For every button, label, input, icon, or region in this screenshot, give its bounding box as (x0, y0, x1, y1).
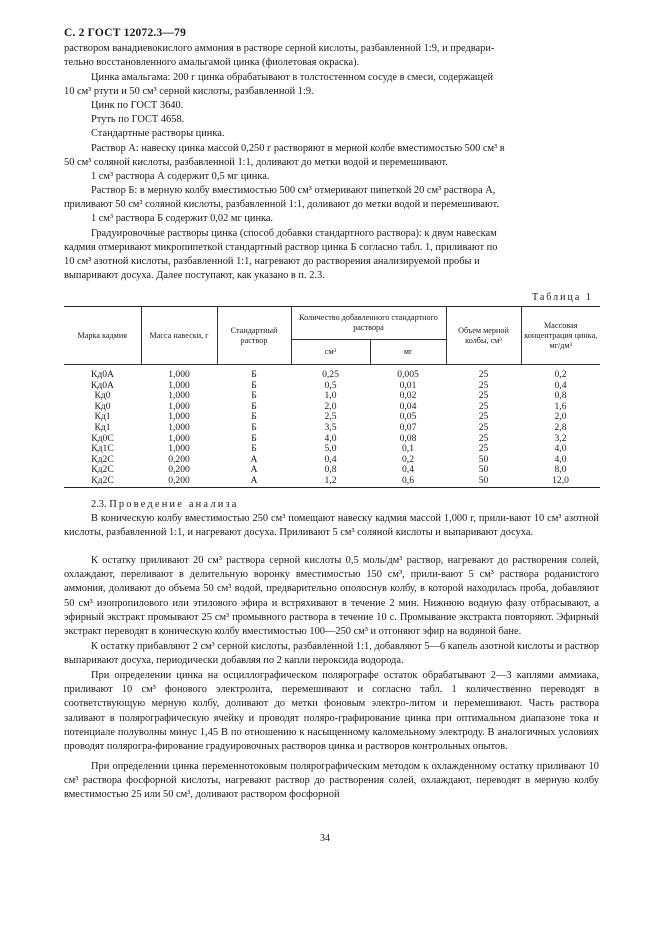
text-line: Раствор Б: в мерную колбу вместимостью 500 см³ отмеривают пипеткой 20 см³ раствора А, (91, 185, 496, 196)
cell-standard: А (250, 453, 258, 465)
section-title: Проведение анализа (109, 499, 239, 510)
cell-mg: 0,4 (402, 464, 414, 476)
header-grade: Марка кадмия (64, 307, 141, 365)
cell-mass: 1,000 (168, 443, 190, 455)
paragraph-text: К остатку прибавляют 2 см³ серной кислоты, разбавленной 1:1, добавляют 5—6 капель азотной кислоты и раствор выпаривают досуха, периодически добавляя по 2 капли пероксида водорода. (64, 641, 599, 667)
cell-grade: Кд2С (64, 476, 141, 487)
cell-volume: 25 (478, 379, 489, 391)
cell-volume: 25 (478, 443, 489, 455)
text-line: тельно восстановленного амальгамой цинка (фиолетовая окраска). (64, 57, 360, 68)
cell-cm3: 0,8 (324, 464, 337, 476)
text-line: раствором ванадиевокислого аммония в растворе серной кислоты, разбавленной 1:9, и предвари- (64, 43, 495, 54)
cell-concentration: 2,8 (554, 421, 567, 433)
cell-grade: Кд1С (91, 443, 114, 455)
cell-mass: 1,000 (168, 379, 190, 391)
cell-cm3: 5,0 (324, 443, 337, 455)
cell-grade: Кд1 (94, 411, 111, 423)
cell-grade: Кд0А (90, 379, 114, 391)
text-line: выпаривают досуха. Далее поступают, как указано в п. 2.3. (64, 270, 325, 281)
cell-concentration: 3,2 (554, 432, 567, 444)
table-row (64, 365, 600, 381)
text-line: 1 см³ раствора А содержит 0,5 мг цинка. (91, 171, 270, 182)
cell-cm3: 2,5 (324, 411, 337, 423)
text-line: 50 см³ соляной кислоты, разбавленной 1:1, доливают до метки водой и перемешивают. (64, 157, 448, 168)
cell-volume: 25 (478, 400, 489, 412)
cell-standard: Б (251, 390, 257, 402)
paragraph-text: К остатку приливают 20 см³ раствора серной кислоты 0,5 моль/дм³ раствор, нагревают до растворения солей, охлаждают, переливают в делительную воронку вместимостью 150 см³, прили-вают 5 см³ раствора роданистого аммония, доливают до объема 50 см³ водой, предварительно ополоснув колбу, в которой находилась проба, добавляют 50 см³ изопропилового или этилового эфира и встряхивают в течение 2 мин. Нижнюю водную фазу отбрасывают, а эфирный экстракт промывают 25 см³ промывного раствора в течение 10 с. Промывание экстракта повторяют. Эфирный экстракт переводят в коническую колбу вместимостью 100—250 см³ и отгоняют эфир на водяной бане. (64, 555, 599, 638)
header-added: Количество добавленного стандартного раствора (291, 307, 446, 340)
cell-volume: 25 (478, 432, 489, 444)
table-caption: Таблица 1 (532, 292, 593, 303)
cell-cm3: 0,25 (322, 369, 339, 380)
cell-cm3: 0,5 (324, 379, 337, 391)
cell-mass: 1,000 (168, 411, 190, 423)
cell-grade: Кд2С (91, 464, 114, 476)
section-number: 2.3. (91, 499, 107, 510)
cell-mass: 1,000 (168, 390, 190, 402)
cell-grade: Кд2С (91, 453, 114, 465)
text-line: 1 см³ раствора Б содержит 0,02 мг цинка. (91, 213, 274, 224)
cell-grade: Кд0 (94, 400, 111, 412)
cell-mg: 0,2 (402, 453, 414, 465)
paragraph (64, 640, 599, 668)
cell-mg: 0,6 (370, 476, 446, 487)
cell-grade: Кд1 (94, 421, 111, 433)
cell-mg: 0,01 (399, 379, 417, 391)
cell-concentration: 4,0 (554, 453, 567, 465)
cell-mass: 1,000 (168, 369, 190, 380)
cell-volume: 25 (478, 411, 489, 423)
text-line: Градуировочные растворы цинка (способ добавки стандартного раствора): к двум навескам (91, 228, 497, 239)
cell-mg: 0,005 (397, 369, 419, 380)
cell-mass: 0,200 (141, 476, 217, 487)
cell-mg: 0,05 (399, 411, 417, 423)
cell-mg: 0,07 (399, 421, 417, 433)
cell-cm3: 4,0 (324, 432, 337, 444)
text-line: Стандартные растворы цинка. (91, 128, 225, 139)
cell-concentration: 0,8 (554, 390, 567, 402)
cell-mass: 0,200 (168, 464, 190, 476)
paragraph (64, 760, 599, 803)
text-line: Раствор А: навеску цинка массой 0,250 г растворяют в мерной колбе вместимостью 500 см³ в (91, 143, 505, 154)
header-volume: Объем мерной колбы, см³ (446, 307, 521, 365)
data-table (64, 306, 600, 488)
text-line: кадмия отмеривают микропипеткой стандартный раствор цинка Б согласно табл. 1, приливают по (64, 242, 498, 253)
cell-cm3: 2,0 (324, 400, 337, 412)
cell-volume: 25 (478, 369, 489, 380)
cell-standard: А (217, 476, 291, 487)
cell-standard: Б (251, 379, 257, 391)
cell-volume: 50 (478, 464, 489, 476)
table-row (64, 476, 600, 487)
cell-concentration: 8,0 (554, 464, 567, 476)
cell-volume: 25 (478, 421, 489, 433)
cell-mg: 0,1 (402, 443, 414, 455)
paragraph-text: В коническую колбу вместимостью 250 см³ помещают навеску кадмия массой 1,000 г, прили-вают 10 см³ азотной кислоты, разбавленной 1:1, и нагревают досуха. Приливают 5 см³ соляной кислоты и выпаривают досуха. (64, 513, 599, 539)
cell-volume: 25 (478, 390, 489, 402)
page-header: С. 2 ГОСТ 12072.3—79 (64, 27, 187, 39)
cell-standard: Б (251, 411, 257, 423)
cell-concentration: 12,0 (521, 476, 600, 487)
cell-standard: Б (251, 369, 257, 380)
text-line: 10 см³ ртути и 50 см³ серной кислоты, разбавленной 1:9. (64, 86, 314, 97)
cell-grade: Кд0А (90, 369, 114, 380)
cell-grade: Кд0С (91, 432, 114, 444)
paragraph (64, 512, 599, 540)
section-heading (91, 498, 239, 512)
cell-mg: 0,02 (399, 390, 417, 402)
header-mass: Масса навески, г (141, 307, 217, 365)
cell-concentration: 4,0 (554, 443, 567, 455)
cell-volume: 50 (446, 476, 521, 487)
header-standard: Стандартный раствор (217, 307, 291, 365)
paragraph-text: При определении цинка переменнотоковым полярографическим методом к охлажденному остатку приливают 10 см³ раствора фосфорной кислоты, нагревают раствор до растворения солей, охлаждают, переводят в мерную колбу вместимостью 25 или 50 см³, доливают раствором фосфорной (64, 761, 599, 801)
cell-mass: 0,200 (168, 453, 190, 465)
cell-grade: Кд0 (94, 390, 111, 402)
cell-mass: 1,000 (168, 432, 190, 444)
cell-concentration: 2,0 (554, 411, 567, 423)
paragraph (64, 554, 599, 639)
cell-standard: Б (251, 432, 257, 444)
cell-cm3: 0,4 (324, 453, 337, 465)
cell-cm3: 1,0 (324, 390, 337, 402)
cell-standard: А (250, 464, 258, 476)
text-line: Ртуть по ГОСТ 4658. (91, 114, 185, 125)
text-line: приливают 50 см³ соляной кислоты, разбавленной 1:1, доливают до метки водой и перемешивают. (64, 199, 500, 210)
page-number: 34 (320, 833, 330, 844)
cell-volume: 50 (478, 453, 489, 465)
cell-standard: Б (251, 443, 257, 455)
cell-concentration: 1,6 (554, 400, 567, 412)
cell-standard: Б (251, 421, 257, 433)
paragraph-text: При определении цинка на осциллографическом полярографе остаток обрабатывают 2—3 каплями аммиака, приливают 10 см³ фонового электролита, перемешивают и согласно табл. 1 количественно переводят в соответствующую мерную колбу, доливают до метки фоновым электро-литом и перемешивают. Часть раствора заливают в полярографическую ячейку и проводят поляро-графирование цинка при оптимальном диапазоне тока и потенциале полуволны минус 1,45 В по отношению к насыщенному каломельному электроду. В аналогичных условиях проводят полярогра-фирование градуировочных растворов цинка и растворов контрольных опытов. (64, 670, 599, 753)
cell-mass: 1,000 (168, 400, 190, 412)
header-mg: мг (370, 340, 446, 365)
cell-concentration: 0,2 (554, 369, 567, 380)
text-line: 10 см³ азотной кислоты, разбавленной 1:1, нагревают до растворения анализируемой пробы и (64, 256, 480, 267)
header-concentration: Массовая концентрация цинка, мг/дм³ (521, 307, 600, 365)
text-line: Цинка амальгама: 200 г цинка обрабатывают в толстостенном сосуде в смеси, содержащей (91, 72, 494, 83)
header-cm3: см³ (291, 340, 370, 365)
paragraph (64, 669, 599, 754)
text-line: Цинк по ГОСТ 3640. (91, 100, 184, 111)
cell-mg: 0,08 (399, 432, 417, 444)
cell-concentration: 0,4 (554, 379, 567, 391)
table-row (64, 423, 600, 434)
cell-mass: 1,000 (168, 421, 190, 433)
cell-cm3: 1,2 (291, 476, 370, 487)
cell-cm3: 3,5 (324, 421, 337, 433)
cell-standard: Б (251, 400, 257, 412)
cell-mg: 0,04 (399, 400, 417, 412)
